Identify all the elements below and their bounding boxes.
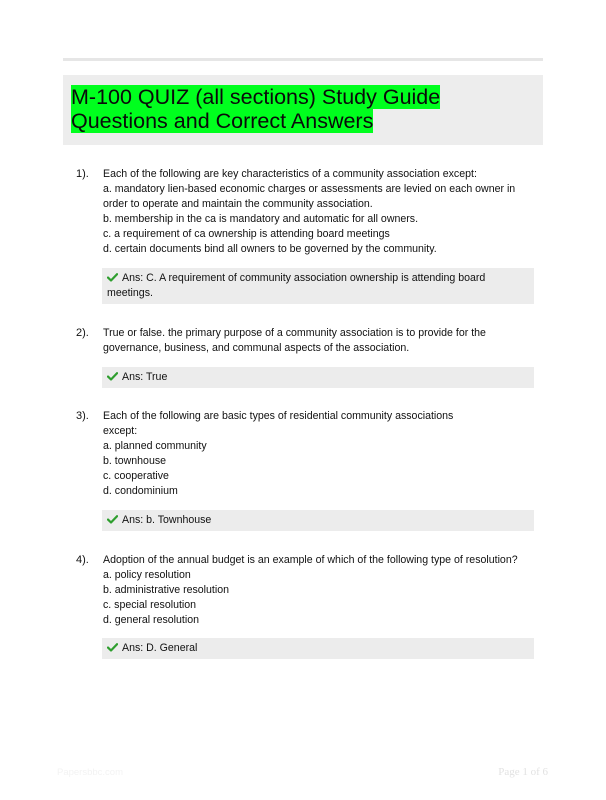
question-line: except:: [103, 425, 138, 437]
question-number: 4).: [76, 554, 89, 566]
option-line: c. cooperative: [103, 470, 169, 482]
option-line: d. general resolution: [103, 614, 199, 626]
title-banner: [63, 75, 543, 145]
check-icon: [107, 643, 118, 652]
option-line: c. special resolution: [103, 599, 197, 611]
question-text: [103, 167, 535, 257]
question-number: 1).: [76, 168, 89, 180]
question-line: Each of the following are basic types of residential community associations: [103, 410, 454, 422]
option-line: a. policy resolution: [103, 569, 191, 581]
answer-text: Ans: b. Townhouse: [122, 514, 212, 526]
check-icon: [107, 515, 118, 524]
option-line: a. mandatory lien-based economic charges or assessments are levied on each owner in: [103, 183, 516, 195]
check-icon: [107, 273, 118, 282]
question-text: [103, 553, 535, 628]
question-line: True or false. the primary purpose of a community association is to provide for the: [103, 327, 486, 339]
answer-text: Ans: True: [122, 371, 168, 383]
answer-box: [102, 510, 534, 531]
footer-watermark: Papersbbc.com: [57, 767, 124, 778]
answer-box: [102, 367, 534, 388]
page-number: Page 1 of 6: [498, 766, 548, 778]
question-number: 2).: [76, 327, 89, 339]
top-divider: [63, 58, 543, 61]
option-line: order to operate and maintain the community association.: [103, 198, 373, 210]
question-text: [103, 409, 535, 499]
answer-text: Ans: C. A requirement of community association ownership is attending board meetings.: [107, 272, 486, 299]
answer-text: Ans: D. General: [122, 642, 198, 654]
answer-box: [102, 268, 534, 304]
question-line: Each of the following are key characteristics of a community association except:: [103, 168, 477, 180]
option-line: d. certain documents bind all owners to be governed by the community.: [103, 243, 437, 255]
question-line: Adoption of the annual budget is an example of which of the following type of resolution?: [103, 554, 518, 566]
page-title-text: M-100 QUIZ (all sections) Study Guide Questions and Correct Answers: [71, 85, 441, 133]
option-line: b. townhouse: [103, 455, 167, 467]
option-line: b. membership in the ca is mandatory and automatic for all owners.: [103, 213, 419, 225]
option-line: c. a requirement of ca ownership is attending board meetings: [103, 228, 390, 240]
option-line: a. planned community: [103, 440, 207, 452]
question-text: [103, 326, 535, 356]
option-line: d. condominium: [103, 485, 178, 497]
page-title: [71, 85, 541, 133]
answer-box: [102, 638, 534, 659]
question-number: 3).: [76, 410, 89, 422]
check-icon: [107, 372, 118, 381]
option-line: b. administrative resolution: [103, 584, 230, 596]
question-line: governance, business, and communal aspects of the association.: [103, 342, 410, 354]
